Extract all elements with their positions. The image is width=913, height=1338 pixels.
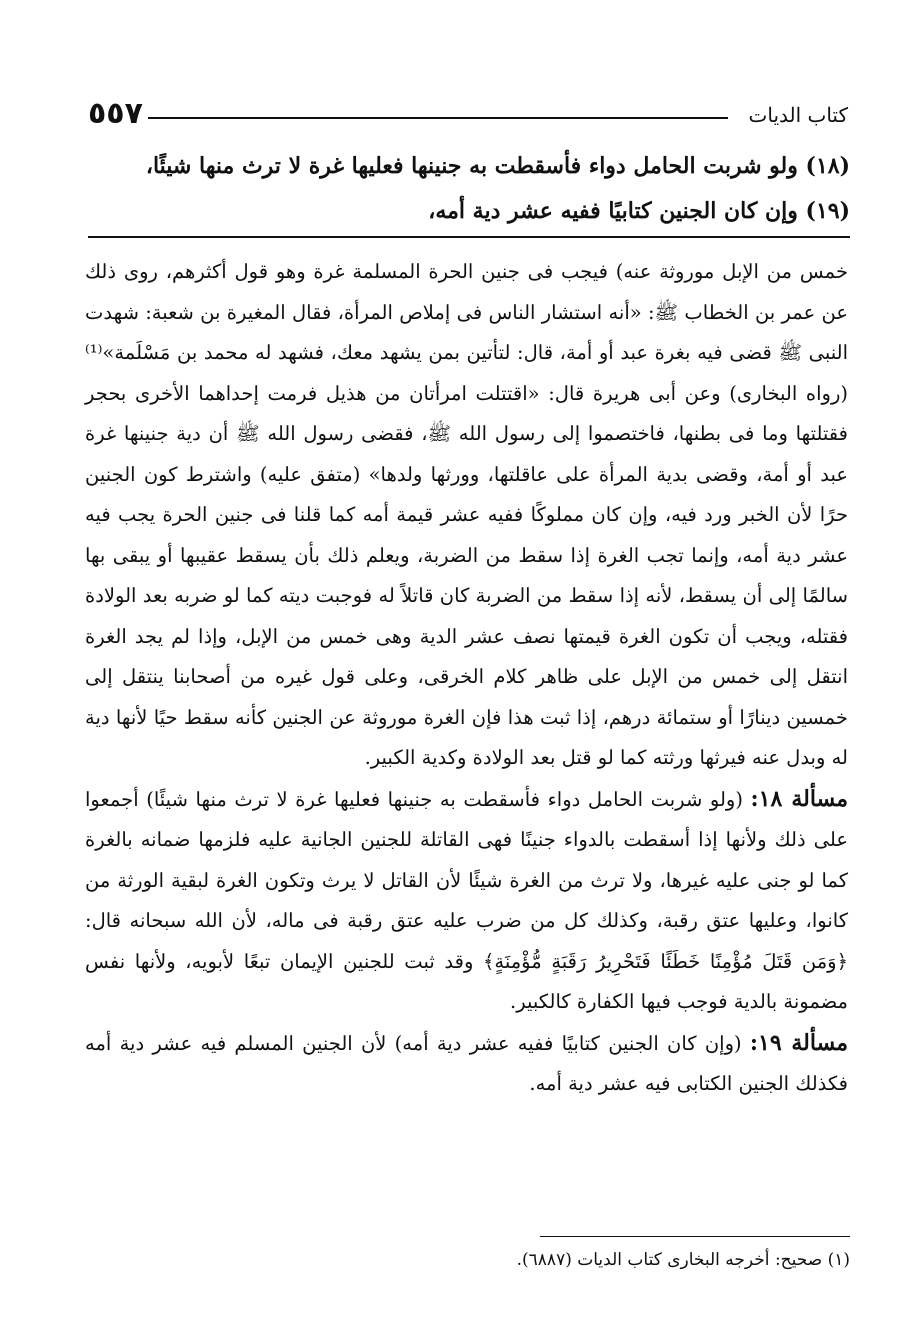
issue-18 [85, 779, 848, 1023]
header-title: كتاب الديات [748, 103, 848, 127]
footnote-divider [540, 1236, 850, 1237]
issue-19 [85, 1023, 848, 1105]
matn-line-18: (١٨) ولو شربت الحامل دواء فأسقطت به جنينها فعليها غرة لا ترث منها شيئًا، [145, 153, 850, 179]
issue-19-text: (وإن كان الجنين كتابيًا ففيه عشر دية أمه) لأن الجنين المسلم فيه عشر دية أمه فكذلك الجنين الكتابى فيه عشر دية أمه. [85, 1031, 848, 1095]
issue-18-text: (ولو شربت الحامل دواء فأسقطت به جنينها فعليها غرة لا ترث منها شيئًا) أجمعوا على ذلك ولأنها إذا أسقطت بالدواء جنينًا فهى القاتلة للجنين الجانية عليه فلزمها ضمانه بالغرة كما لو جنى عليه غيرها، ولا ترث من الغرة شيئًا لأن القاتل لا يرث وتكون الغرة لبقية الورثة من كانوا، وعليها عتق رقبة، وكذلك كل من ضرب عليه عتق رقبة فى ماله، لأن الله سبحانه قال: ﴿وَمَن قَتَلَ مُؤْمِنًا خَطَئًا فَتَحْرِيرُ رَقَبَةٍ مُّؤْمِنَةٍ﴾ وقد ثبت للجنين الإيمان تبعًا لأبويه، ولأنها نفس مضمونة بالدية فوجب فيها الكفارة كالكبير. [85, 787, 848, 1013]
running-header [88, 96, 848, 134]
commentary-paragraph: خمس من الإبل موروثة عنه) فيجب فى جنين الحرة المسلمة غرة وهو قول أكثرهم، روى ذلك عن عمر بن الخطاب ﷺ: «أنه استشار الناس فى إملاص المرأة، فقال المغيرة بن شعبة: شهدت النبى ﷺ قضى فيه بغرة عبد أو أمة، قال: لتأتين بمن يشهد معك، فشهد له محمد بن مَسْلَمة»⁽¹⁾ (رواه البخارى) وعن أبى هريرة قال: «اقتتلت امرأتان من هذيل فرمت إحداهما الأخرى بحجر فقتلتها وما فى بطنها، فاختصموا إلى رسول الله ﷺ، فقضى رسول الله ﷺ أن دية جنينها غرة عبد أو أمة، وقضى بدية المرأة على عاقلتها، وورثها ولدها» (متفق عليه) واشترط كون الجنين حرًا لأن الخبر ورد فيه، وإن كان مملوكًا ففيه عشر قيمة أمه كما قلنا فى جنين الحرة يجب فيه عشر دية أمه، وإنما تجب الغرة إذا سقط من الضربة، ويعلم ذلك بأن يسقط عقيبها أو يبقى بها سالمًا إلى أن يسقط، لأنه إذا سقط من الضربة كان قاتلاً له فوجبت ديته كما لو ضربه بعد الولادة فقتله، ويجب أن تكون الغرة قيمتها نصف عشر الدية وهى خمس من الإبل، وإذا لم يجد الغرة انتقل إلى خمس من الإبل على ظاهر كلام الخرقى، وعلى قول غيره من أصحابنا ينتقل إلى خمسين دينارًا أو ستمائة درهم، إذا ثبت هذا فإن الغرة موروثة عن الجنين كأنه سقط حيًا لأنها دية له وبدل عنه فيرثها ورثته كما لو قتل بعد الولادة وكدية الكبير. [85, 260, 848, 769]
matn-line-19: (١٩) وإن كان الجنين كتابيًا ففيه عشر دية أمه، [428, 198, 850, 224]
footnote: (١) صحيح: أخرجه البخارى كتاب الديات (٦٨٨٧). [516, 1250, 850, 1270]
header-rule [148, 117, 728, 119]
page-number: ٥٥٧ [88, 96, 143, 131]
issue-18-label: مسألة ١٨: [750, 785, 848, 812]
issue-19-label: مسألة ١٩: [749, 1029, 848, 1056]
commentary [85, 252, 848, 1105]
matn-text [80, 144, 850, 234]
matn-divider [88, 236, 850, 238]
